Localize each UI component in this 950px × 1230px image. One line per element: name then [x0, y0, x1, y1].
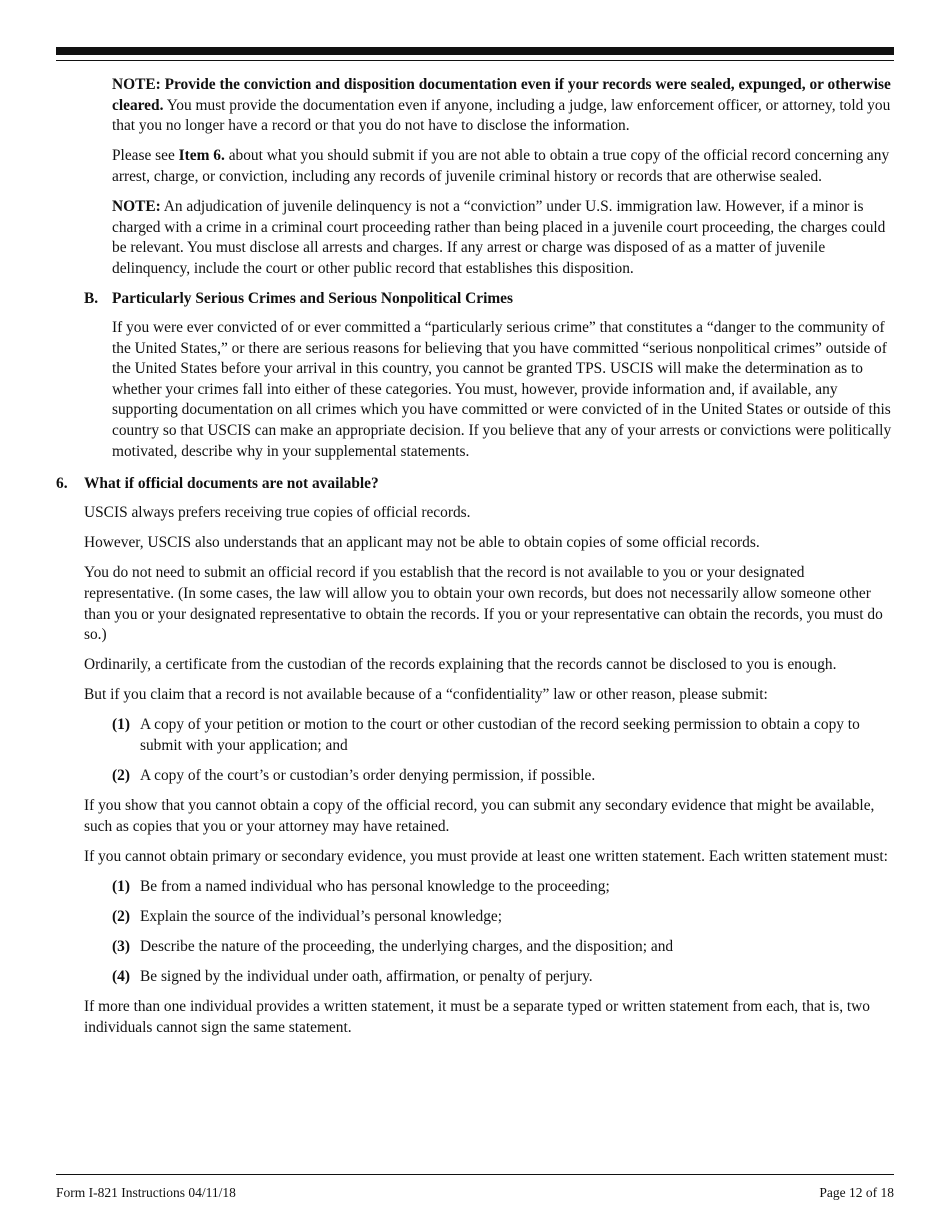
note-juvenile-text: An adjudication of juvenile delinquency is not a “conviction” under U.S. immigration law. However, if a minor is charged with a crime in a criminal court proceeding rather than being placed in a juvenile court proceeding, the charges could be relevant. You must disclose all arrests and charges. If any arrest or charge was disposed of as a matter of juvenile delinquency, include the court or other public record that establishes this disposition. [112, 197, 886, 277]
list-item-text: A copy of your petition or motion to the court or other custodian of the record seeking permission to obtain a copy to submit with your application; and [140, 716, 860, 755]
section-6-number: 6. [56, 475, 68, 493]
list-item [56, 715, 894, 756]
note-juvenile-delinquency [112, 197, 894, 279]
footer-form-id: Form I-821 Instructions 04/11/18 [56, 1185, 236, 1200]
section-b-title: Particularly Serious Crimes and Serious Nonpolitical Crimes [112, 289, 513, 307]
list-item-text: Be from a named individual who has personal knowledge to the proceeding; [140, 878, 610, 895]
note-juvenile-bold: NOTE: [112, 197, 161, 215]
list-item [56, 967, 894, 988]
note-sealed-records-text: You must provide the documentation even if anyone, including a judge, law enforcement officer, or attorney, told you that you no longer have a record or that you do not have to disclose the information. [112, 96, 891, 135]
please-see-paragraph [112, 146, 894, 187]
section-b-heading [84, 289, 894, 310]
item-6-reference: Item 6. [178, 147, 225, 165]
section-6-paragraph-7: If you cannot obtain primary or secondary evidence, you must provide at least one written statement. Each written statement must: [84, 847, 888, 865]
section-6-paragraph-6: If you show that you cannot obtain a copy of the official record, you can submit any secondary evidence that might be available, such as copies that you or your attorney may have retained. [84, 797, 875, 835]
header-thick-rule [56, 47, 894, 55]
section-6-paragraph-4: Ordinarily, a certificate from the custodian of the records explaining that the records cannot be disclosed to you is enough. [84, 656, 837, 674]
section-6-paragraph-1: USCIS always prefers receiving true copies of official records. [84, 504, 471, 522]
please-see-pre: Please see [112, 147, 179, 165]
list-item [56, 907, 894, 928]
note-sealed-records-bold: NOTE: Provide the conviction and disposition documentation even if your records were sealed, expunged, or otherwise cleared. [112, 76, 891, 114]
list-item-text: Explain the source of the individual’s personal knowledge; [140, 908, 503, 926]
list-item-number: (2) [112, 767, 130, 785]
section-6-paragraph-2: However, USCIS also understands that an applicant may not be able to obtain copies of some official records. [84, 534, 760, 552]
please-see-post: about what you should submit if you are not able to obtain a true copy of the official record concerning any arrest, charge, or conviction, including any records of juvenile criminal history or records that are otherwise sealed. [112, 147, 890, 185]
list-item [56, 877, 894, 898]
page-content [56, 75, 894, 1048]
list-item [56, 766, 894, 787]
list-item-number: (4) [112, 968, 130, 986]
section-6-heading [56, 474, 894, 495]
section-6-paragraph-3: You do not need to submit an official record if you establish that the record is not available to you or your designated representative. (In some cases, the law will allow you to obtain your own records, but does not necessarily allow someone other than you or your designated representative to obtain the records. If you or your representative can obtain the records, you must do so.) [84, 564, 883, 644]
list-item [56, 937, 894, 958]
section-6-title: What if official documents are not available? [84, 475, 379, 493]
list-item-number: (1) [112, 716, 130, 734]
section-6-paragraph-5: But if you claim that a record is not available because of a “confidentiality” law or other reason, please submit: [84, 686, 768, 704]
footer-rule [56, 1174, 894, 1175]
list-item-number: (2) [112, 908, 130, 926]
list-item-number: (1) [112, 878, 130, 895]
section-b-text: If you were ever convicted of or ever committed a “particularly serious crime” that constitutes a “danger to the community of the United States,” or there are serious reasons for believing that you have committed “serious nonpolitical crimes” outside of the United States before your arrival in this country, you cannot be granted TPS. USCIS will make the determination as to whether your crimes fall into either of these categories. You must, however, provide information and, if available, any supporting documentation on all crimes which you have committed or were convicted of in the United States or outside of this country so that USCIS can make an appropriate decision. If you believe that any of your arrests or convictions were politically motivated, describe why in your supplemental statements. [112, 318, 892, 460]
header-thin-rule [56, 60, 894, 61]
section-b-number: B. [84, 289, 99, 307]
footer-page-number: Page 12 of 18 [819, 1185, 894, 1200]
note-sealed-records [112, 75, 894, 137]
list-item-text: Describe the nature of the proceeding, the underlying charges, and the disposition; and [140, 938, 674, 956]
list-item-number: (3) [112, 938, 130, 956]
list-item-text: A copy of the court’s or custodian’s order denying permission, if possible. [140, 767, 596, 785]
list-item-text: Be signed by the individual under oath, affirmation, or penalty of perjury. [140, 968, 593, 986]
section-6-paragraph-8: If more than one individual provides a written statement, it must be a separate typed or written statement from each, that is, two individuals cannot sign the same statement. [84, 998, 870, 1036]
